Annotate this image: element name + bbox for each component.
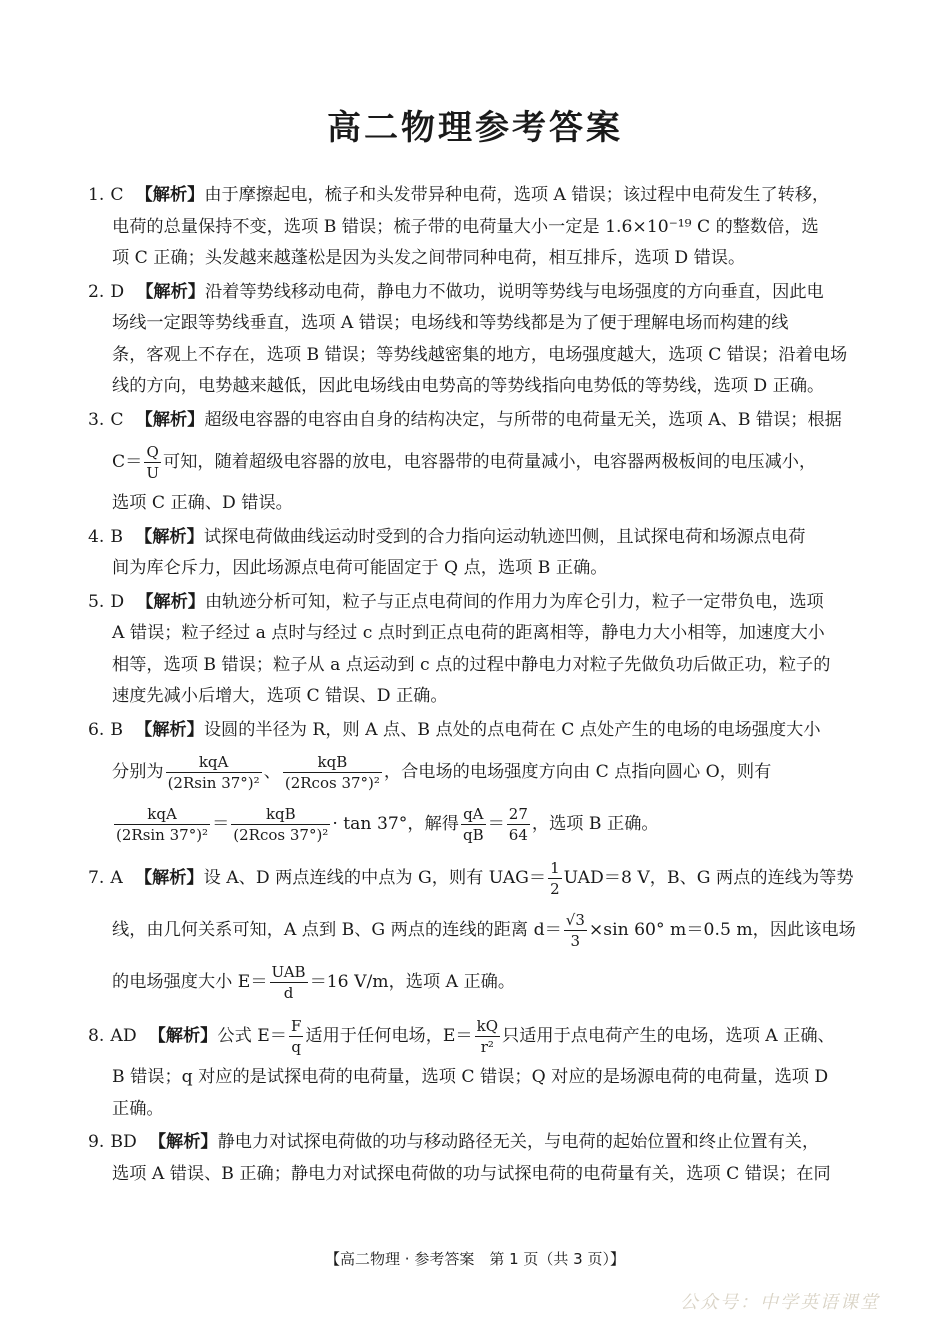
item-number: 1. — [88, 185, 105, 205]
answer-item-3: 3. C 【解析】超级电容器的电容由自身的结构决定，与所带的电荷量无关，选项 A、B 错误；根据 C＝ $\frac{Q}{U}$ 可知，随着超级电容器的放电，电容器带的电荷量减小，电容器两极板间的电压减小， 选项 C 正确、D 错误。 — [88, 405, 868, 520]
formula-line: C＝ $\frac{Q}{U}$ 可知，随着超级电容器的放电，电容器带的电荷量减小，电容器两极板间的电压减小， — [112, 443, 817, 482]
answer-item-4: 4. B 【解析】试探电荷做曲线运动时受到的合力指向运动轨迹凹侧，且试探电荷和场源点电荷 间为库仑斥力，因此场源点电荷可能固定于 Q 点，选项 B 正确。 — [88, 526, 806, 578]
answer-item-7: 7. A 【解析】设 A、D 两点连线的中点为 G，则有 UAG＝ $\frac{1}{2}$ UAD＝8 V，B、G 两点的连线为等势 线，由几何关系可知，A 点到 B、G 两点的连线的距离 d＝ $\frac{√3}{3}$ ×sin 60° m＝0.5 m，因此该电场 的电场强度大小 E＝ $\frac{\text{UAB}}{d}$ ＝16 V/m，选项 A 正确。 — [88, 859, 856, 1002]
watermark: 公众号：中学英语课堂 — [680, 1292, 880, 1313]
page-title: 高二物理参考答案 — [327, 108, 623, 148]
answer-item-6: 6. B 【解析】设圆的半径为 R，则 A 点、B 点处的点电荷在 C 点处产生的电场的电场强度大小 分别为 $\frac{\text{kqA}}{\text{(2Rsin 37°)²}}$ 、 $\frac{\text{kqB}}{\text{(2Rcos 37°)²}}$ ，合电场的电场强度方向由 C 点指向圆心 O，则有 $\frac{\text{kqA}}{\text{(2Rsin 37°)²}}$ ＝ $\frac{\text{kqB}}{\text{(2Rcos 37°)²}}$ · tan 37°，解得 $\frac{qA}{qB}$ ＝ $\frac{27}{64}$ ，选项 B 正确。 — [88, 715, 868, 851]
item-answer: C — [110, 185, 124, 205]
answer-item-2: 2. D 【解析】沿着等势线移动电荷，静电力不做功，说明等势线与电场强度的方向垂直，因此电 场线一定跟等势线垂直，选项 A 错误；电场线和等势线都是为了便于理解电场而构建的线 条，客观上不存在，选项 B 错误；等势线越密集的地方，电场强度越大，选项 C 错误；沿着电场 线的方向，电势越来越低，因此电场线由电势高的等势线指向电势低的等势线，选项 D 正确。 — [88, 281, 848, 396]
answer-list — [88, 180, 868, 1192]
answer-item-1: 1. C 【解析】由于摩擦起电，梳子和头发带异种电荷，选项 A 错误；该过程中电荷发生了转移， 电荷的总量保持不变，选项 B 错误；梳子带的电荷量大小一定是 1.6×10⁻¹⁹ C 的整数倍，选 项 C 正确；头发越来越蓬松是因为头发之间带同种电荷，相互排斥，选项 D 错误。 — [88, 185, 830, 268]
page-footer: 【高二物理 · 参考答案 第 1 页（共 3 页）】 — [325, 1250, 625, 1268]
answer-item-9: 9. BD 【解析】静电力对试探电荷做的功与移动路径无关，与电荷的起始位置和终止位置有关， 选项 A 错误、B 正确；静电力对试探电荷做的功与试探电荷的电荷量有关，选项 C 错误；在同 — [88, 1132, 831, 1184]
answer-item-5: 5. D 【解析】由轨迹分析可知，粒子与正点电荷间的作用力为库仑引力，粒子一定带负电，选项 A 错误；粒子经过 a 点时与经过 c 点时到正点电荷的距离相等，静电力大小相等，加速度大小 相等，选项 B 错误；粒子从 a 点运动到 c 点的过程中静电力对粒子先做负功后做正功，粒子的 速度先减小后增大，选项 C 错误、D 正确。 — [88, 591, 831, 706]
formula-line: 分别为 $\frac{\text{kqA}}{\text{(2Rsin 37°)²}}$ 、 $\frac{\text{kqB}}{\text{(2Rcos 37°)²}}$ ，合电场的电场强度方向由 C 点指向圆心 O，则有 — [112, 753, 772, 792]
answer-item-8: 8. AD 【解析】公式 E＝ $\frac{F}{q}$ 适用于任何电场，E＝ $\frac{kQ}{\text{r²}}$ 只适用于点电荷产生的电场，选项 A 正确、 B 错误；q 对应的是试探电荷的电荷量，选项 C 错误；Q 对应的是场源电荷的电荷量，选项 D 正确。 — [88, 1017, 835, 1119]
formula-line: $\frac{\text{kqA}}{\text{(2Rsin 37°)²}}$ ＝ $\frac{\text{kqB}}{\text{(2Rcos 37°)²}}$ · tan 37°，解得 $\frac{qA}{qB}$ ＝ $\frac{27}{64}$ ，选项 B 正确。 — [116, 805, 659, 844]
fraction: $\frac{Q}{U}$ — [146, 443, 159, 482]
analysis-tag: 【解析】 — [135, 185, 205, 205]
